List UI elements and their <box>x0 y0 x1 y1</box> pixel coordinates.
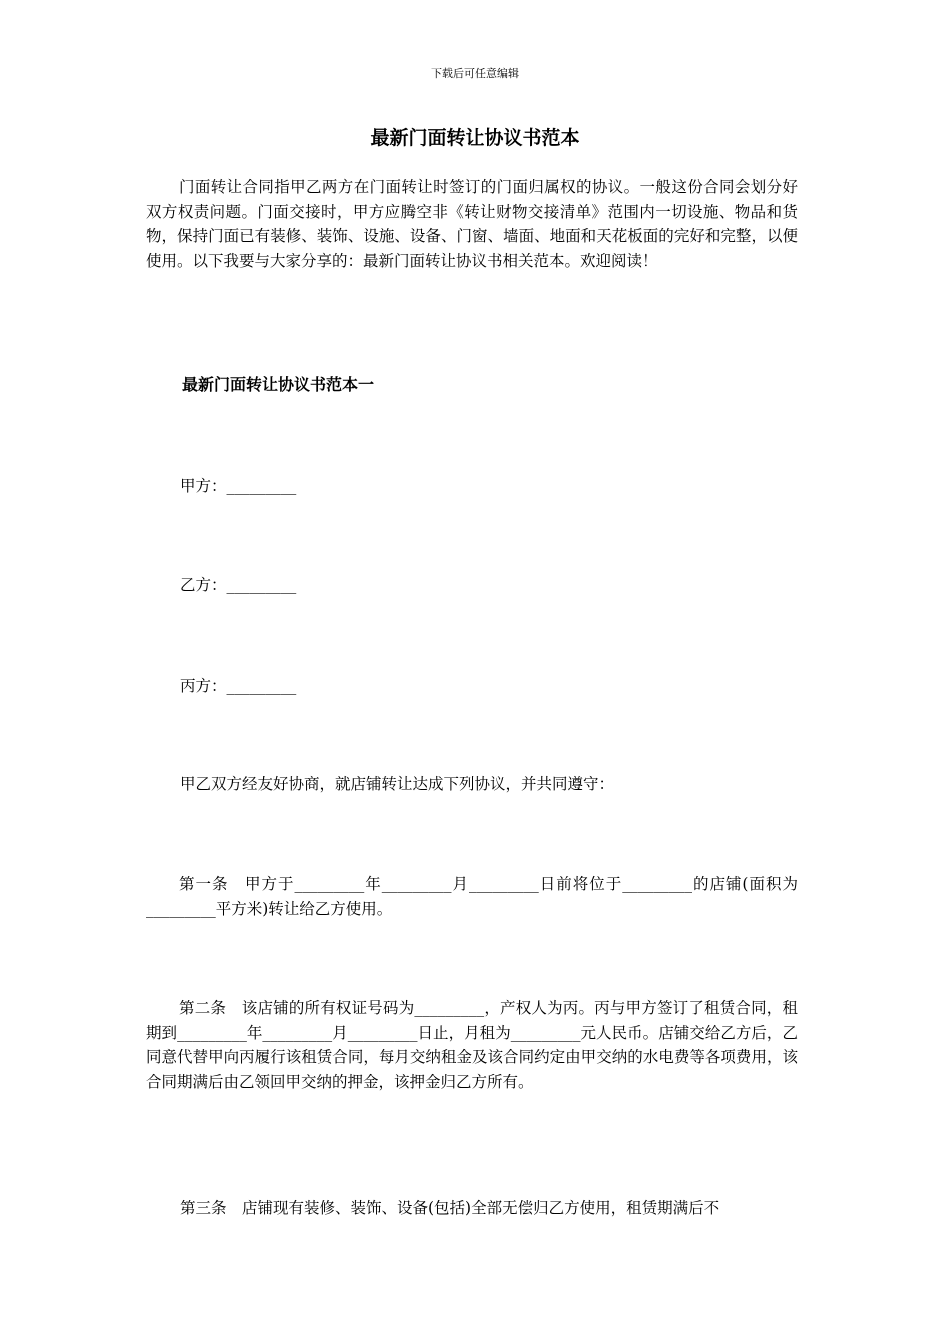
article-2-text: 元人民币。店铺交给乙方后，乙同意代替甲向丙履行该租赁合同，每月交纳租金及该合同约定由甲交纳的水电费等各项费用，该合同期满后由乙领回甲交纳的押金，该押金归乙方所有。 <box>146 1023 798 1091</box>
document-title: 最新门面转让协议书范本 <box>370 127 580 149</box>
intro-paragraph: 门面转让合同指甲乙两方在门面转让时签订的门面归属权的协议。一般这份合同会划分好双方权责问题。门面交接时，甲方应腾空非《转让财物交接清单》范围内一切设施、物品和货物，保持门面已有装修、装饰、设施、设备、门窗、墙面、地面和天花板面的完好和完整，以便使用。以下我要与大家分享的：最新门面转让协议书相关范本。欢迎阅读！ <box>146 178 798 270</box>
article-3: 第三条 店铺现有装修、装饰、设备(包括)全部无偿归乙方使用，租赁期满后不 <box>180 1199 720 1217</box>
blank-year: _________ <box>294 875 365 893</box>
blank-area: _________ <box>146 899 216 918</box>
agreement-line: 甲乙双方经友好协商，就店铺转让达成下列协议，并共同遵守： <box>180 775 615 793</box>
article-2 <box>146 996 798 1094</box>
party-a-blank: _________ <box>226 477 297 495</box>
article-2-text: 年 <box>246 1023 263 1042</box>
article-1-text: 月 <box>451 875 469 893</box>
article-2-text: 第二条 该店铺的所有权证号码为 <box>179 999 415 1017</box>
blank-month: _________ <box>381 875 452 893</box>
party-b-blank: _________ <box>226 576 297 594</box>
blank-rent: _________ <box>510 1023 581 1042</box>
party-b-line <box>180 573 296 597</box>
article-1 <box>146 872 798 921</box>
party-a-line <box>180 474 296 498</box>
header-note: 下载后可任意编辑 <box>431 67 519 80</box>
article-1-text: 年 <box>364 875 382 893</box>
blank-day: _________ <box>468 875 539 893</box>
blank-month: _________ <box>262 1023 333 1042</box>
article-1-text: 第一条 甲方于 <box>179 875 295 893</box>
article-2-text: ，产权人为丙。丙与甲方签订了租赁合同，租期到 <box>146 999 798 1042</box>
article-2-text: 日止，月租为 <box>417 1023 511 1042</box>
article-2-text: 月 <box>332 1023 348 1042</box>
party-b-label: 乙方： <box>180 576 227 594</box>
article-1-text: 平方米)转让给乙方使用。 <box>215 899 393 918</box>
blank-year: _________ <box>177 1023 247 1042</box>
party-c-label: 丙方： <box>180 677 227 695</box>
blank-day: _________ <box>347 1023 418 1042</box>
party-c-blank: _________ <box>226 677 297 695</box>
article-1-text: 日前将位于 <box>538 875 623 893</box>
party-c-line <box>180 674 296 698</box>
party-a-label: 甲方： <box>180 477 227 495</box>
blank-location: _________ <box>622 875 692 893</box>
article-1-text: 的店铺(面积为 <box>691 875 798 893</box>
section-title: 最新门面转让协议书范本一 <box>182 375 375 394</box>
blank-certificate: _________ <box>414 999 485 1017</box>
